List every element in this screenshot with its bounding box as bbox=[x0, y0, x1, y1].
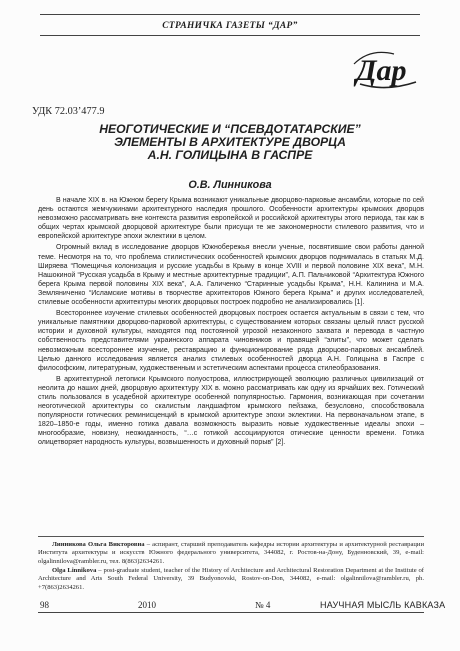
article-title bbox=[30, 123, 430, 162]
section-header: СТРАНИЧКА ГАЗЕТЫ “ДАР” bbox=[162, 21, 298, 31]
dar-logo bbox=[350, 44, 422, 94]
udk-code: УДК 72.03’477.9 bbox=[32, 106, 105, 117]
footnote-en bbox=[38, 567, 424, 592]
footnote-text: – post-graduate student, teacher of the History of Architecture and Architectural Restoration Department at the Institute of Architecture and Arts South Federal University, 39 Budyonovski, Rostov-on-Don, 344082, e-mail: olgalinnilova@rambler.ru, ph. +7(863)2634261. bbox=[38, 567, 424, 591]
article-author: О.В. Линникова bbox=[188, 179, 272, 191]
footnote-author-name: Olga Linnikova bbox=[52, 567, 97, 574]
footer-issue: № 4 bbox=[255, 600, 271, 610]
article-title-line: А.Н. ГОЛИЦЫНА В ГАСПРЕ bbox=[147, 148, 313, 162]
body-paragraph: В начале XIX в. на Южном берегу Крыма возникают уникальные дворцово-парковые ансамбли, которые по сей день остаются жемчужинами архитектурного наследия прошлого. Особенности архитектуры крымских дворцов невозможно рассматривать вне контекста развития европейской и российской архитектуры этого периода, так как в общих чертах крымской дворцовой архитектуре были присущи те же закономерности стилевого развития, что и европейской архитектуре эпохи эклектики в целом. bbox=[38, 197, 424, 241]
article-body bbox=[38, 196, 424, 450]
body-paragraph: В архитектурной летописи Крымского полуострова, иллюстрирующей эволюцию различных цивилизаций от неолита до наших дней, дворцовую архитектуру XIX в. можно рассматривать как одну из ярчайших вех. Готический стиль пользовался в усадебной архитектуре особенной популярностью. Гармония, возникающая при сочетании неоготической архитектуры со скалистым ландшафтом крымского пейзажа, безусловно, способствовала популярности готических реминисценций в крымской архитектуре эпохи эклектики. На первоначальном этапе, в 1820–1850-е годы, именно готика давала возможность выразить новые художественные идеалы эпохи – многообразие, новизну, неожиданность, “…с готикой ассоциируются отические ценности времени. Готика олицетворяет народность культуры, возвышенность и духовный порыв” [2]. bbox=[38, 375, 424, 447]
footnote-text: – аспирант, старший преподаватель кафедры истории архитектуры и архитектурной реставрации Института архитектуры и искусств Южного федерального университета, 344082, г. Ростов-на-Дону, Буденновский, 39, e-mail: olgalinnilova@rambler.ru, тел. 8(863)2634261. bbox=[38, 541, 424, 565]
footnote-ru bbox=[38, 541, 424, 566]
header-top-rule bbox=[40, 14, 420, 15]
footer-year: 2010 bbox=[138, 600, 156, 610]
header-bottom-rule bbox=[40, 35, 420, 36]
article-title-line: НЕОГОТИЧЕСКИЕ И “ПСЕВДОТАТАРСКИЕ” bbox=[99, 122, 361, 136]
dar-logo-icon bbox=[350, 44, 422, 94]
footnote-separator bbox=[38, 536, 424, 537]
article-title-line: ЭЛЕМЕНТЫ В АРХИТЕКТУРЕ ДВОРЦА bbox=[114, 135, 346, 149]
page-number: 98 bbox=[40, 600, 49, 610]
svg-text:Дар: Дар bbox=[356, 54, 407, 87]
footer-rule bbox=[38, 612, 424, 613]
footnote-author-name: Линникова Ольга Викторовна bbox=[52, 541, 145, 548]
body-paragraph: Огромный вклад в исследование дворцов Южнобережья внесли ученые, посвятившие свои работы данной теме. Несмотря на то, что проблема стилистических особенностей крымских дворцов поднималась в статьях М.Д. Ширяева “Помещичья колонизация и русские усадьбы в Крыму в конце XVIII и первой половине XIX века”, М.Н. Нашокиной “Русская усадьба в Крыму и местные архитектурные традиции”, А.П. Пальчиковой “Архитектура Южного берега Крыма первой половины XIX века”, А.А. Галиченко “Старинные усадьбы Крыма”, Н.Н. Калинина и М.А. Земляниченко “Исламские мотивы в творчестве архитекторов Южного берега Крыма” и других исследователей, стилевые особенности архитектуры многих дворцовых построек подробно не анализировались [1]. bbox=[38, 244, 424, 307]
journal-name: НАУЧНАЯ МЫСЛЬ КАВКАЗА bbox=[320, 600, 446, 610]
body-paragraph: Всестороннее изучение стилевых особенностей дворцовых построек остается актуальным в связи с тем, что уникальные памятники дворцово-парковой архитектуры, с существованием которых связаны целый пласт русской истории и духовной культуры, находятся под постоянной угрозой незаконного захвата и перевода в частную собственность представителями украинского аппарата чиновников и правящей “элиты”, что может сделать невозможным всестороннее изучение, реставрацию и функционирование ряда дворцово-парковых ансамблей. Целью данного исследования является анализ стилевых особенностей дворца А.Н. Голицына в Гаспре с философским, литературным, художественным и эстетическим аспектами процесса стилеобразования. bbox=[38, 310, 424, 372]
